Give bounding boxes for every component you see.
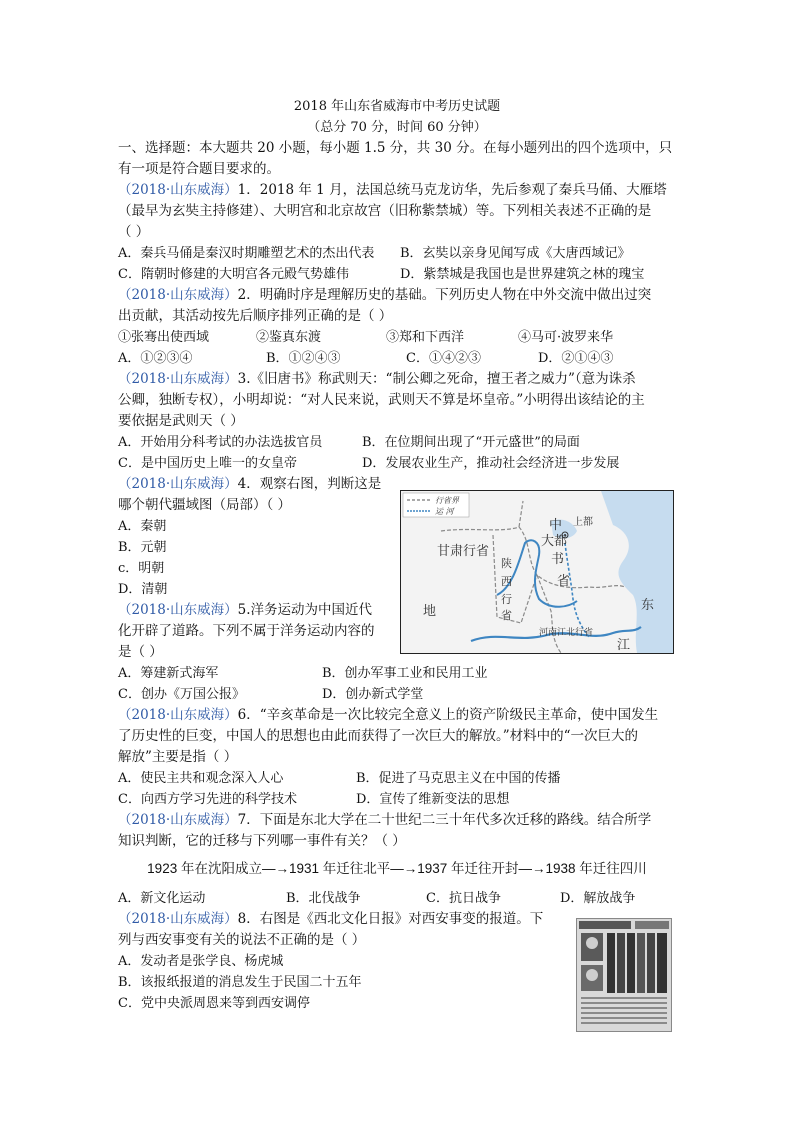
q3-option-a: A．开始用分科考试的办法选拔官员 — [118, 435, 323, 450]
q1-option-c: C．隋朝时修建的大明宫各元殿气势雄伟 — [118, 267, 349, 282]
q5-option-c: C．创办《万国公报》 — [118, 687, 245, 702]
question-2: （2018·山东威海）2．明确时序是理解历史的基础。下列历史人物在中外交流中做出过突 — [118, 287, 652, 303]
q2-item-2: ②鉴真东渡 — [256, 330, 322, 345]
question-6-line3: 解放”主要是指（ ） — [118, 749, 238, 765]
question-5-line2: 化开辟了道路。下列不属于洋务运动内容的 — [118, 623, 375, 639]
source-tag: （2018·山东威海） — [118, 182, 238, 198]
q7-option-c: C．抗日战争 — [426, 891, 501, 906]
q2-item-4: ④马可·波罗来华 — [518, 330, 614, 345]
page-title: 2018 年山东省威海市中考历史试题 — [293, 99, 501, 114]
q7-option-b: B．北伐战争 — [286, 891, 361, 906]
q7-migration-route: 1923 年在沈阳成立—→1931 年迁往北平—→1937 年迁往开封—→1938 年迁往四川 — [147, 861, 647, 876]
label-shu: 书 — [551, 552, 565, 567]
label-sheng-2: 省 — [501, 609, 512, 622]
q7-option-a: A．新文化运动 — [118, 891, 206, 906]
q8-option-b: B．该报纸报道的消息发生于民国二十五年 — [118, 975, 362, 990]
section-instructions-line1: 一、选择题：本大题共 20 小题，每小题 1.5 分，共 30 分。在每小题列出的四个选项中，只 — [118, 140, 673, 156]
question-5-line3: 是（ ） — [118, 644, 163, 660]
q2-item-3: ③郑和下西洋 — [386, 330, 465, 345]
q8-option-a: A．发动者是张学良、杨虎城 — [118, 954, 284, 969]
question-3-line3: 要依据是武则天（ ） — [118, 413, 244, 429]
label-xi: 西 — [501, 575, 512, 588]
question-7-line2: 知识判断，它的迁移与下列哪一事件有关？（ ） — [118, 833, 406, 849]
q4-option-d: D．清朝 — [118, 582, 168, 597]
yuan-dynasty-map — [400, 490, 674, 654]
q2-item-1: ①张骞出使西域 — [118, 330, 210, 345]
q5-option-a: A．筹建新式海军 — [118, 666, 219, 681]
question-3: （2018·山东威海）3.《旧唐书》称武则天：“制公卿之死命，擅王者之威力”（意为诛杀 — [118, 371, 636, 387]
label-zhong: 中 — [549, 518, 563, 533]
q6-option-c: C．向西方学习先进的科学技术 — [118, 792, 297, 807]
label-jiang: 江 — [617, 638, 631, 653]
source-tag: （2018·山东威海） — [118, 602, 238, 618]
label-gansu: 甘肃行省 — [437, 544, 490, 559]
q4-option-c: c．明朝 — [118, 561, 165, 576]
question-7: （2018·山东威海）7．下面是东北大学在二十世纪二三十年代多次迁移的路线。结合所学 — [118, 812, 652, 828]
label-dong: 东 — [641, 598, 655, 613]
legend-province-border: 行省界 — [435, 496, 459, 505]
question-8: （2018·山东威海）8．右图是《西北文化日报》对西安事变的报道。下 — [118, 911, 544, 927]
q3-option-b: B．在位期间出现了“开元盛世”的局面 — [362, 435, 580, 450]
q6-option-d: D．宣传了维新变法的思想 — [356, 792, 510, 807]
q2-option-c: C．①④②③ — [406, 351, 481, 366]
question-1-line3: （ ） — [118, 224, 150, 240]
question-4-line2: 哪个朝代疆域图（局部）（ ） — [118, 497, 292, 513]
q1-option-a: A．秦兵马俑是秦汉时期雕塑艺术的杰出代表 — [118, 246, 375, 261]
source-tag: （2018·山东威海） — [118, 371, 238, 387]
question-8-line2: 列与西安事变有关的说法不正确的是（ ） — [118, 932, 366, 948]
q1-option-b: B．玄奘以亲身见闻写成《大唐西域记》 — [400, 246, 631, 261]
question-1: （2018·山东威海）1．2018 年 1 月，法国总统马克龙访华，先后参观了秦兵马俑、大雁塔 — [118, 182, 667, 198]
question-1-line2: （最早为玄奘主持修建）、大明宫和北京故宫（旧称紫禁城）等。下列相关表述不正确的是 — [118, 203, 652, 219]
label-shan: 陕 — [501, 557, 512, 570]
question-6: （2018·山东威海）6．“辛亥革命是一次比较完全意义上的资产阶级民主革命，使中国发生 — [118, 707, 659, 723]
section-instructions-line2: 有一项是符合题目要求的。 — [118, 161, 280, 177]
source-tag: （2018·山东威海） — [118, 287, 238, 303]
label-xing: 行 — [501, 593, 512, 606]
source-tag: （2018·山东威海） — [118, 812, 238, 828]
label-di: 地 — [423, 604, 437, 619]
source-tag: （2018·山东威海） — [118, 476, 238, 492]
q8-option-c: C．党中央派周恩来等到西安调停 — [118, 996, 310, 1011]
newspaper-illustration — [577, 919, 671, 1031]
q4-option-b: B．元朝 — [118, 540, 167, 555]
q1-option-d: D．紫禁城是我国也是世界建筑之林的瑰宝 — [400, 267, 645, 282]
question-3-line2: 公卿，独断专权），小明却说：“对人民来说，武则天不算是坏皇帝。”小明得出该结论的主 — [118, 392, 645, 408]
source-tag: （2018·山东威海） — [118, 911, 238, 927]
q4-option-a: A．秦朝 — [118, 519, 167, 534]
label-sheng: 省 — [557, 574, 571, 589]
page-subtitle: （总分 70 分，时间 60 分钟） — [307, 120, 487, 135]
map-svg — [401, 491, 673, 653]
q6-option-a: A．使民主共和观念深入人心 — [118, 771, 284, 786]
question-6-line2: 了历史性的巨变，中国人的思想也由此而获得了一次巨大的解放。”材料中的“一次巨大的 — [118, 728, 639, 744]
source-tag: （2018·山东威海） — [118, 707, 238, 723]
q2-option-a: A．①②③④ — [118, 351, 193, 366]
question-4: （2018·山东威海）4．观察右图，判断这是 — [118, 476, 382, 492]
question-5: （2018·山东威海）5.洋务运动为中国近代 — [118, 602, 373, 618]
question-2-line2: 出贡献，其活动按先后顺序排列正确的是（ ） — [118, 308, 393, 324]
q2-option-b: B．①②④③ — [266, 351, 341, 366]
q6-option-b: B．促进了马克思主义在中国的传播 — [356, 771, 561, 786]
legend-canal: 运 河 — [435, 507, 454, 516]
q3-option-c: C．是中国历史上唯一的女皇帝 — [118, 456, 297, 471]
newspaper-image — [576, 918, 672, 1032]
label-henan: 河南江北行省 — [539, 628, 594, 638]
q7-option-d: D．解放战争 — [560, 891, 636, 906]
label-dadu: 大都 — [541, 534, 568, 549]
q5-option-d: D．创办新式学堂 — [322, 687, 424, 702]
q3-option-d: D．发展农业生产，推动社会经济进一步发展 — [362, 456, 620, 471]
label-shangdu: 上都 — [573, 517, 593, 528]
q5-option-b: B．创办军事工业和民用工业 — [322, 666, 488, 681]
q2-option-d: D．②①④③ — [538, 351, 614, 366]
